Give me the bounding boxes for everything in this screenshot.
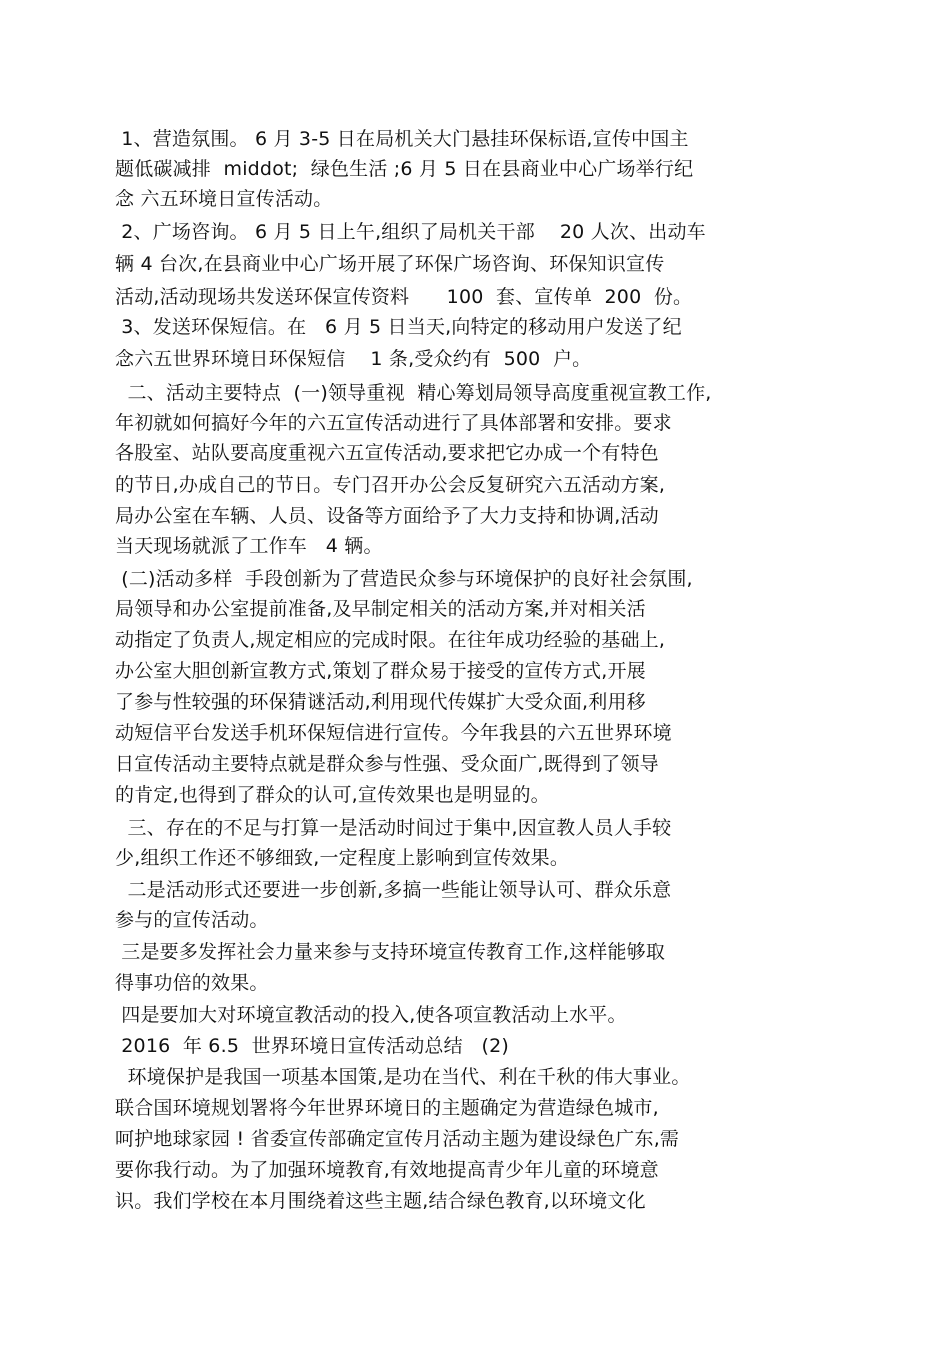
text-line: (二)活动多样 手段创新为了营造民众参与环境保护的良好社会氛围, (115, 568, 693, 590)
text-line: 办公室大胆创新宣教方式,策划了群众易于接受的宣传方式,开展 (115, 660, 646, 682)
text-line: 局领导和办公室提前准备,及早制定相关的活动方案,并对相关活 (115, 598, 646, 620)
text-line: 三、存在的不足与打算一是活动时间过于集中,因宣教人员人手较 (115, 817, 672, 839)
text-line: 动短信平台发送手机环保短信进行宣传。今年我县的六五世界环境 (115, 722, 672, 744)
text-line: 活动,活动现场共发送环保宣传资料 100 套、宣传单 200 份。 (115, 286, 693, 308)
text-line: 动指定了负责人,规定相应的完成时限。在往年成功经验的基础上, (115, 629, 666, 651)
text-line: 要你我行动。为了加强环境教育,有效地提高青少年儿童的环境意 (115, 1159, 659, 1181)
text-line: 辆 4 台次,在县商业中心广场开展了环保广场咨询、环保知识宣传 (115, 253, 665, 275)
text-line: 少,组织工作还不够细致,一定程度上影响到宣传效果。 (115, 847, 570, 869)
text-line: 念六五世界环境日环保短信 1 条,受众约有 500 户。 (115, 348, 592, 370)
text-line: 的节日,办成自己的节日。专门召开办公会反复研究六五活动方案, (115, 474, 666, 496)
text-line: 念 六五环境日宣传活动。 (115, 188, 333, 210)
text-line: 各股室、站队要高度重视六五宣传活动,要求把它办成一个有特色 (115, 442, 659, 464)
text-line: 日宣传活动主要特点就是群众参与性强、受众面广,既得到了领导 (115, 753, 659, 775)
text-line: 二、活动主要特点 (一)领导重视 精心筹划局领导高度重视宣教工作, (115, 382, 712, 404)
text-line: 二是活动形式还要进一步创新,多搞一些能让领导认可、群众乐意 (115, 879, 672, 901)
text-line: 三是要多发挥社会力量来参与支持环境宣传教育工作,这样能够取 (115, 941, 666, 963)
text-line: 得事功倍的效果。 (115, 972, 269, 994)
text-line: 1、营造氛围。 6 月 3-5 日在局机关大门悬挂环保标语,宣传中国主 (115, 128, 689, 150)
text-line: 3、发送环保短信。在 6 月 5 日当天,向特定的移动用户发送了纪 (115, 316, 682, 338)
text-line: 局办公室在车辆、人员、设备等方面给予了大力支持和协调,活动 (115, 505, 659, 527)
text-line: 的肯定,也得到了群众的认可,宣传效果也是明显的。 (115, 784, 550, 806)
text-line: 呵护地球家园 ! 省委宣传部确定宣传月活动主题为建设绿色广东,需 (115, 1128, 680, 1150)
text-line: 题低碳减排 middot; 绿色生活 ;6 月 5 日在县商业中心广场举行纪 (115, 158, 694, 180)
text-line: 参与的宣传活动。 (115, 909, 269, 931)
text-line: 2、广场咨询。 6 月 5 日上午,组织了局机关干部 20 人次、出动车 (115, 221, 706, 243)
text-line: 联合国环境规划署将今年世界环境日的主题确定为营造绿色城市, (115, 1097, 659, 1119)
text-line: 了参与性较强的环保猜谜活动,利用现代传媒扩大受众面,利用移 (115, 691, 646, 713)
text-line: 四是要加大对环境宣教活动的投入,使各项宣教活动上水平。 (115, 1004, 627, 1026)
section-title: 2016 年 6.5 世界环境日宣传活动总结 (2) (115, 1035, 510, 1057)
text-line: 环境保护是我国一项基本国策,是功在当代、利在千秋的伟大事业。 (115, 1066, 691, 1088)
text-line: 识。我们学校在本月围绕着这些主题,结合绿色教育,以环境文化 (115, 1190, 646, 1212)
text-line: 年初就如何搞好今年的六五宣传活动进行了具体部署和安排。要求 (115, 412, 672, 434)
text-line: 当天现场就派了工作车 4 辆。 (115, 535, 383, 557)
